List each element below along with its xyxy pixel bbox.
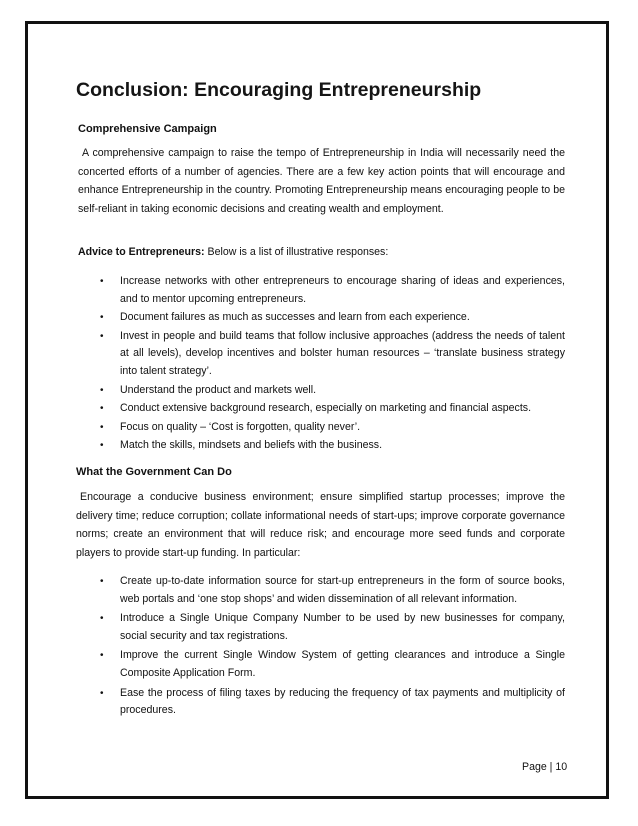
- bullet-icon: •: [100, 613, 104, 625]
- bullet-item: [100, 647, 565, 682]
- bullet-text: Create up-to-date information source for start-up entrepreneurs in the form of source books, web portals and ‘one stop shops’ and widen dissemination of all relevant information.: [120, 575, 565, 605]
- advice-bullet-list: [100, 273, 565, 455]
- advice-label: Advice to Entrepreneurs:: [78, 246, 205, 258]
- bullet-text: Focus on quality – ‘Cost is forgotten, quality never’.: [120, 420, 361, 433]
- bullet-item: [100, 328, 565, 381]
- bullet-item: [100, 309, 565, 327]
- bullet-icon: •: [100, 276, 104, 287]
- bullet-item: [100, 685, 565, 720]
- bullet-item: [100, 273, 565, 308]
- bullet-icon: •: [100, 403, 104, 415]
- bullet-icon: •: [100, 330, 104, 342]
- government-paragraph: Encourage a conducive business environment; ensure simplified startup processes; improve the delivery time; reduce corruption; collate informational needs of start-ups; improve corporate governance norms; create an environment that will reduce risk; and encourage more seed funds and corporate players to provide start-up funding. In particular:: [76, 491, 565, 559]
- bullet-text: Introduce a Single Unique Company Number to be used by new businesses for company, social security and tax registrations.: [120, 612, 565, 642]
- page-title: Conclusion: Encouraging Entrepreneurship: [76, 79, 482, 101]
- advice-intro: [78, 246, 388, 258]
- bullet-text: Document failures as much as successes and learn from each experience.: [120, 311, 470, 324]
- bullet-item: [100, 419, 565, 437]
- government-heading: What the Government Can Do: [76, 466, 232, 478]
- comprehensive-campaign-paragraph: A comprehensive campaign to raise the tempo of Entrepreneurship in India will necessarily need the concerted efforts of a number of agencies. There are a few key action points that will encourage and enhance Entrepreneurship in the country. Promoting Entrepreneurship means encouraging people to be self-reliant in taking economic decisions and creating wealth and employment.: [78, 147, 565, 215]
- bullet-icon: •: [100, 312, 104, 324]
- bullet-text: Understand the product and markets well.: [120, 383, 317, 396]
- government-bullet-list: [100, 573, 565, 720]
- bullet-icon: •: [100, 650, 104, 662]
- bullet-item: [100, 437, 565, 455]
- bullet-text: Increase networks with other entrepreneurs to encourage sharing of ideas and experiences, and to mentor upcoming entrepreneurs.: [120, 275, 565, 305]
- bullet-icon: •: [100, 421, 104, 433]
- bullet-icon: •: [100, 440, 104, 452]
- bullet-text: Match the skills, mindsets and beliefs with the business.: [120, 439, 383, 452]
- bullet-item: [100, 610, 565, 645]
- bullet-item: [100, 400, 565, 418]
- bullet-text: Invest in people and build teams that follow inclusive approaches (address the needs of talent at all levels), develop incentives and bolster human resources – ‘translate business strategy into talent strategy’.: [120, 329, 565, 377]
- advice-text: Below is a list of illustrative responses:: [204, 246, 389, 258]
- bullet-item: [100, 573, 565, 608]
- bullet-icon: •: [100, 576, 104, 587]
- page-number: Page | 10: [522, 761, 568, 773]
- bullet-text: Ease the process of filing taxes by reducing the frequency of tax payments and multiplicity of procedures.: [120, 686, 565, 717]
- bullet-icon: •: [100, 384, 104, 396]
- comprehensive-campaign-heading: Comprehensive Campaign: [78, 123, 217, 135]
- bullet-item: [100, 382, 565, 400]
- bullet-text: Conduct extensive background research, especially on marketing and financial aspects.: [120, 402, 532, 415]
- bullet-icon: •: [100, 687, 104, 699]
- bullet-text: Improve the current Single Window System of getting clearances and introduce a Single Composite Application Form.: [120, 649, 565, 679]
